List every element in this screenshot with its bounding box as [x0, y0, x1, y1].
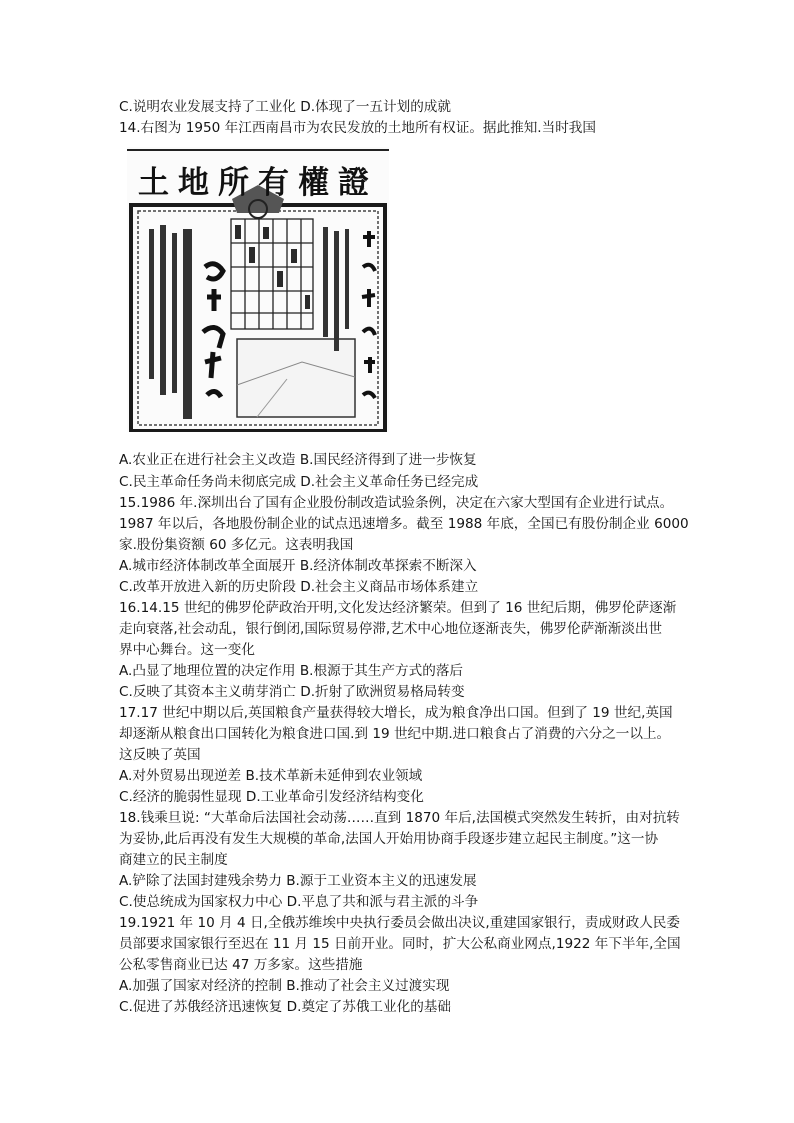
q18-stem-line1: 18.钱乘旦说: “大革命后法国社会动荡……直到 1870 年后,法国模式突然发生转折，由对抗转 — [119, 810, 680, 826]
q16-options-cd: C.反映了其资本主义萌芽消亡 D.折射了欧洲贸易格局转变 — [119, 684, 465, 700]
q17-options-cd: C.经济的脆弱性显现 D.工业革命引发经济结构变化 — [119, 789, 424, 805]
q18-stem-line2: 为妥协,此后再没有发生大规模的革命,法国人开始用协商手段逐步建立起民主制度。”这一协 — [119, 831, 659, 847]
q16-stem-line1: 16.14.15 世纪的佛罗伦萨政治开明,文化发达经济繁荣。但到了 16 世纪后期，佛罗伦萨逐渐 — [119, 600, 677, 616]
q15-options-cd: C.改革开放进入新的历史阶段 D.社会主义商品市场体系建立 — [119, 579, 479, 595]
q17-options-ab: A.对外贸易出现逆差 B.技术革新未延伸到农业领域 — [119, 768, 423, 784]
q19-stem-line1: 19.1921 年 10 月 4 日,全俄苏维埃中央执行委员会做出决议,重建国家银行，责成财政人民委 — [119, 915, 680, 931]
q16-stem-line3: 界中心舞台。这一变化 — [119, 642, 255, 658]
q17-stem-line1: 17.17 世纪中期以后,英国粮食产量获得较大增长，成为粮食净出口国。但到了 19 世纪,英国 — [119, 705, 673, 721]
certificate-title: 土地所有權證 — [138, 165, 378, 201]
q19-stem-line3: 公私零售商业已达 47 万多家。这些措施 — [119, 957, 363, 973]
q16-stem-line2: 走向衰落,社会动乱，银行倒闭,国际贸易停滞,艺术中心地位逐渐丧失，佛罗伦萨渐渐淡出世 — [119, 621, 663, 637]
q15-stem-line2: 1987 年以后，各地股份制企业的试点迅速增多。截至 1988 年底，全国已有股份制企业 6000 — [119, 516, 689, 532]
q18-stem-line3: 商建立的民主制度 — [119, 852, 228, 868]
q15-options-ab: A.城市经济体制改革全面展开 B.经济体制改革探索不断深入 — [119, 558, 477, 574]
q14-options-ab: A.农业正在进行社会主义改造 B.国民经济得到了进一步恢复 — [119, 452, 477, 468]
q19-options-cd: C.促进了苏俄经济迅速恢复 D.奠定了苏俄工业化的基础 — [119, 999, 451, 1015]
q18-options-cd: C.使总统成为国家权力中心 D.平息了共和派与君主派的斗争 — [119, 894, 479, 910]
q13-options-cd: C.说明农业发展支持了工业化 D.体现了一五计划的成就 — [119, 99, 451, 115]
q18-options-ab: A.铲除了法国封建残余势力 B.源于工业资本主义的迅速发展 — [119, 873, 477, 889]
land-certificate-image — [127, 147, 389, 432]
q14-options-cd: C.民主革命任务尚未彻底完成 D.社会主义革命任务已经完成 — [119, 474, 479, 490]
q17-stem-line3: 这反映了英国 — [119, 747, 201, 763]
q15-stem-line1: 15.1986 年.深圳出台了国有企业股份制改造试验条例，决定在六家大型国有企业进行试点。 — [119, 495, 674, 511]
q17-stem-line2: 却逐渐从粮食出口国转化为粮食进口国.到 19 世纪中期.进口粮食占了消费的六分之一以上。 — [119, 726, 671, 742]
q19-options-ab: A.加强了国家对经济的控制 B.推动了社会主义过渡实现 — [119, 978, 450, 994]
q14-stem: 14.右图为 1950 年江西南昌市为农民发放的土地所有权证。据此推知.当时我国 — [119, 120, 596, 136]
q16-options-ab: A.凸显了地理位置的决定作用 B.根源于其生产方式的落后 — [119, 663, 464, 679]
q19-stem-line2: 员部要求国家银行至迟在 11 月 15 日前开业。同时，扩大公私商业网点,1922 年下半年,全国 — [119, 936, 681, 952]
q15-stem-line3: 家.股份集资额 60 多亿元。这表明我国 — [119, 537, 354, 553]
